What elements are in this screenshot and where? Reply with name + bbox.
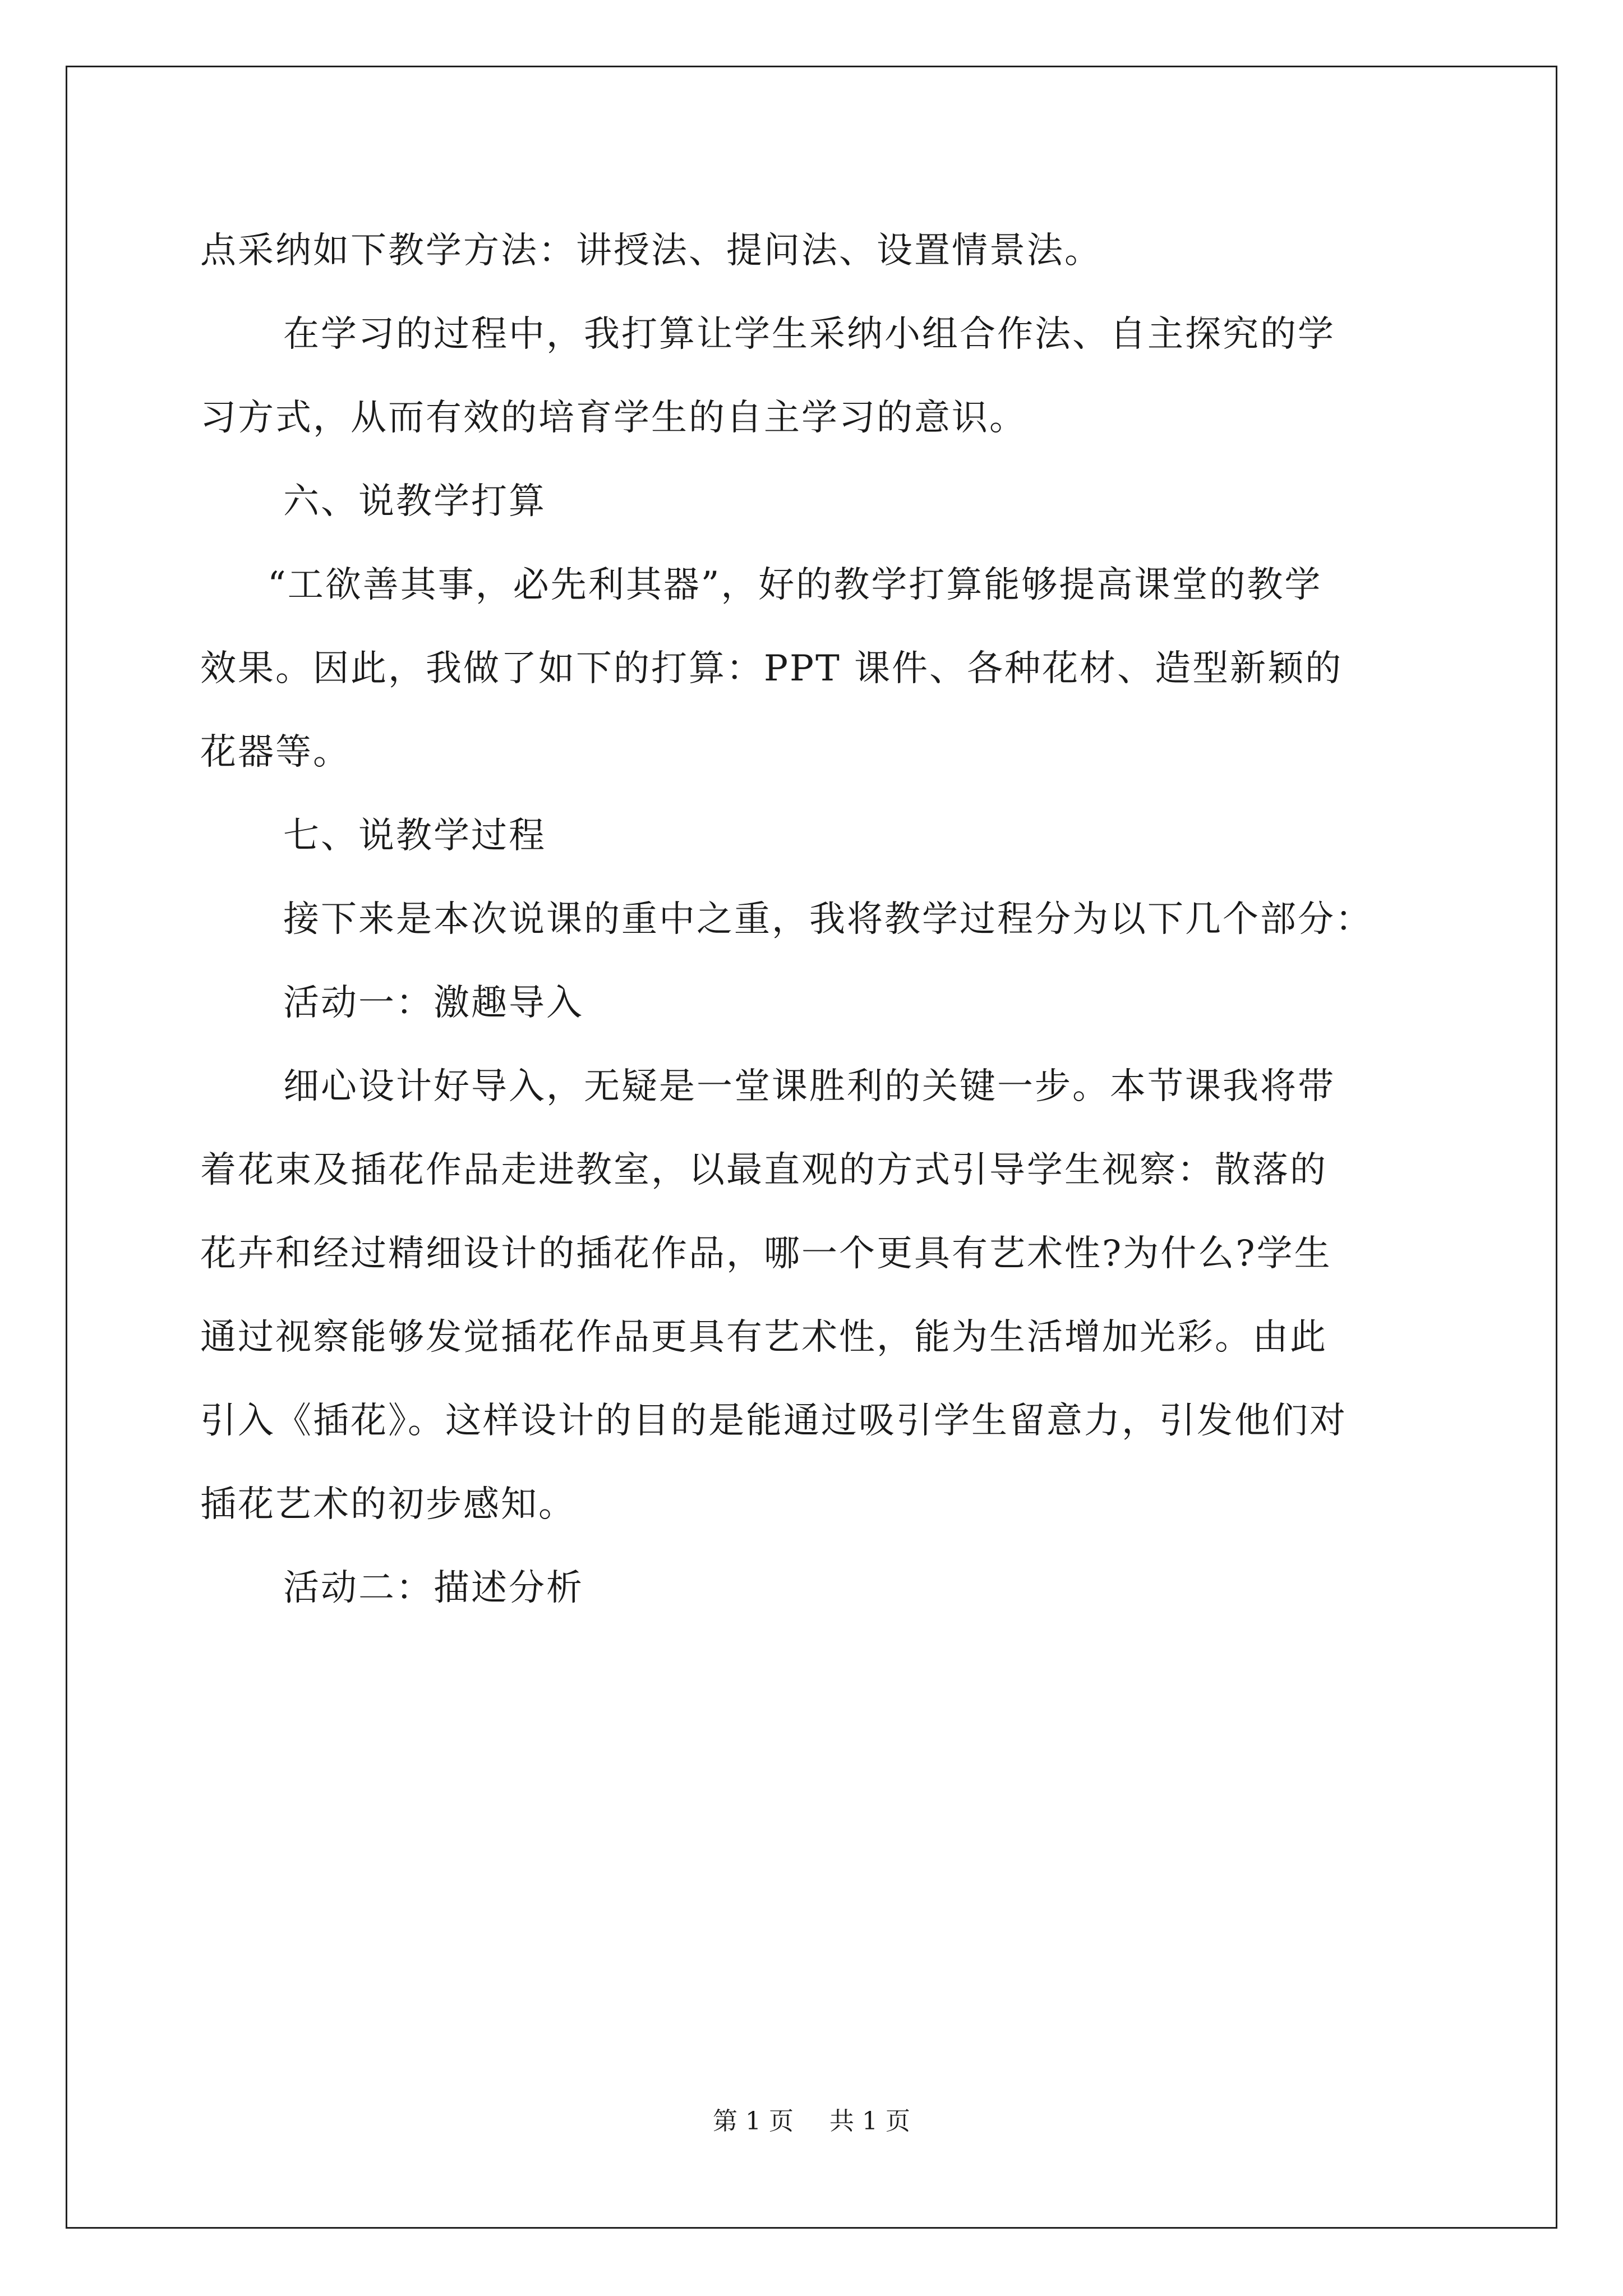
section-heading: 六、说教学打算 — [283, 481, 546, 522]
paragraph-line: 引入《插花》。这样设计的目的是能通过吸引学生留意力，引发他们对 — [200, 1400, 1347, 1442]
activity-heading: 活动二：描述分析 — [283, 1567, 584, 1609]
paragraph-line: 着花束及插花作品走进教室，以最直观的方式引导学生视察：散落的 — [200, 1149, 1327, 1191]
paragraph-line: 接下来是本次说课的重中之重，我将教学过程分为以下几个部分： — [283, 899, 1373, 940]
paragraph-line: 细心设计好导入，无疑是一堂课胜利的关键一步。本节课我将带 — [283, 1066, 1335, 1107]
paragraph-line: 点采纳如下教学方法：讲授法、提问法、设置情景法。 — [200, 230, 1102, 272]
section-heading: 七、说教学过程 — [283, 815, 546, 857]
paragraph-line: “工欲善其事，必先利其器”，好的教学打算能够提高课堂的教学 — [268, 564, 1322, 606]
paragraph-line: 插花艺术的初步感知。 — [200, 1484, 576, 1525]
paragraph-line: 花器等。 — [200, 731, 351, 773]
activity-heading: 活动一：激趣导入 — [283, 982, 584, 1024]
page-number: 第 1 页 — [713, 2107, 794, 2136]
page-total: 共 1 页 — [829, 2107, 910, 2136]
page-border — [66, 66, 1557, 2229]
paragraph-line: 在学习的过程中，我打算让学生采纳小组合作法、自主探究的学 — [283, 314, 1335, 355]
paragraph-line: 花卉和经过精细设计的插花作品，哪一个更具有艺术性?为什么?学生 — [200, 1233, 1332, 1274]
paragraph-line: 通过视察能够发觉插花作品更具有艺术性，能为生活增加光彩。由此 — [200, 1317, 1327, 1358]
paragraph-line: 效果。因此，我做了如下的打算：PPT 课件、各种花材、造型新颖的 — [200, 648, 1343, 689]
paragraph-line: 习方式，从而有效的培育学生的自主学习的意识。 — [200, 397, 1027, 439]
page-footer — [0, 2108, 1623, 2136]
